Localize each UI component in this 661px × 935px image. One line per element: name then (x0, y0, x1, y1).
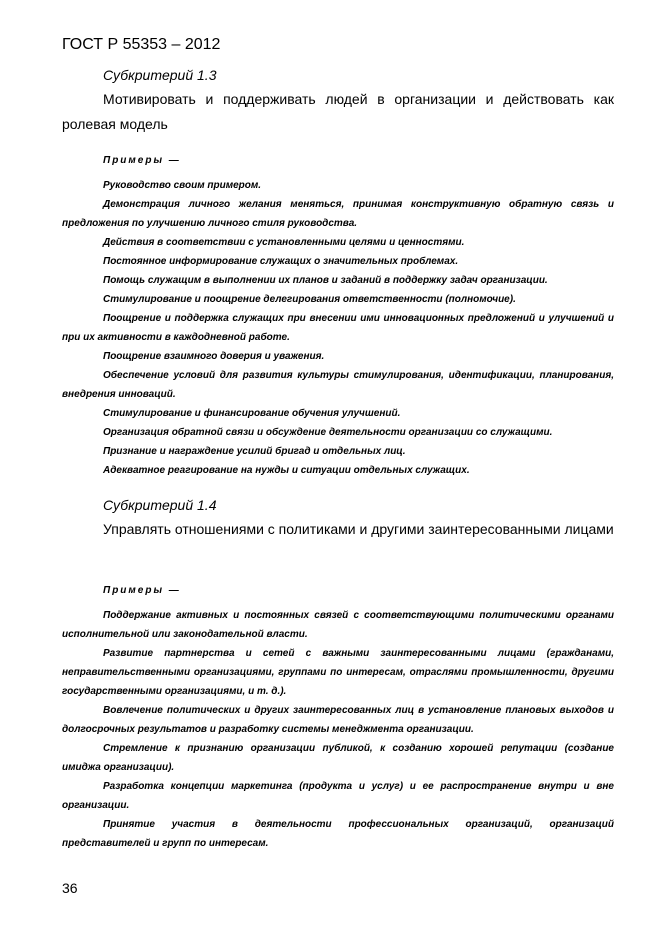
list-item: Демонстрация личного желания меняться, принимая конструктивную обратную связь и предложения по улучшению личного стиля руководства. (62, 199, 614, 229)
examples-label: Примеры — (103, 155, 181, 166)
document-header: ГОСТ Р 55353 – 2012 (62, 36, 221, 53)
page-number: 36 (62, 880, 78, 896)
list-item: Признание и награждение усилий бригад и отдельных лиц. (103, 446, 406, 457)
list-item: Вовлечение политических и других заинтересованных лиц в установление плановых выходов и долгосрочных результатов и разработку системы менеджмента организации. (62, 705, 614, 735)
examples-1-3 (62, 155, 614, 480)
list-item: Стимулирование и поощрение делегирования ответственности (полномочие). (103, 294, 516, 305)
subcriterion-1-4-heading: Управлять отношениями с политиками и другими заинтересованными лицами (103, 521, 614, 537)
examples-list (62, 176, 614, 480)
subcriterion-1-3-block (62, 87, 614, 137)
examples-list (62, 606, 614, 853)
subcriterion-1-3-heading: Мотивировать и поддерживать людей в организации и действовать как ролевая модель (62, 91, 614, 132)
list-item: Организация обратной связи и обсуждение деятельности организации со служащими. (103, 427, 553, 438)
list-item: Постоянное информирование служащих о значительных проблемах. (103, 256, 459, 267)
list-item: Действия в соответствии с установленными целями и ценностями. (103, 237, 465, 248)
list-item: Развитие партнерства и сетей с важными заинтересованными лицами (гражданами, неправительственными организациями, группами по интересам, отраслями промышленности, другими государственными организациями, и т. д.). (62, 648, 614, 697)
subcriterion-1-4-block (62, 517, 614, 542)
examples-label: Примеры — (103, 585, 181, 596)
list-item: Принятие участия в деятельности профессиональных организаций, организаций представителей и групп по интересам. (62, 819, 614, 849)
list-item: Руководство своим примером. (103, 180, 262, 191)
subcriterion-1-4-title: Субкритерий 1.4 (103, 497, 217, 513)
list-item: Поддержание активных и постоянных связей с соответствующими политическими органами исполнительной или законодательной власти. (62, 610, 614, 640)
list-item: Стремление к признанию организации публикой, к созданию хорошей репутации (создание имиджа организации). (62, 743, 614, 773)
examples-1-4 (62, 585, 614, 853)
list-item: Поощрение взаимного доверия и уважения. (103, 351, 325, 362)
list-item: Стимулирование и финансирование обучения улучшений. (103, 408, 401, 419)
subcriterion-1-3-title: Субкритерий 1.3 (103, 67, 217, 83)
list-item: Обеспечение условий для развития культуры стимулирования, идентификации, планирования, внедрения инноваций. (62, 370, 614, 400)
list-item: Помощь служащим в выполнении их планов и заданий в поддержку задач организации. (103, 275, 548, 286)
list-item: Поощрение и поддержка служащих при внесении ими инновационных предложений и улучшений и при их активности в каждодневной работе. (62, 313, 614, 343)
list-item: Адекватное реагирование на нужды и ситуации отдельных служащих. (103, 465, 470, 476)
list-item: Разработка концепции маркетинга (продукта и услуг) и ее распространение внутри и вне организации. (62, 781, 614, 811)
